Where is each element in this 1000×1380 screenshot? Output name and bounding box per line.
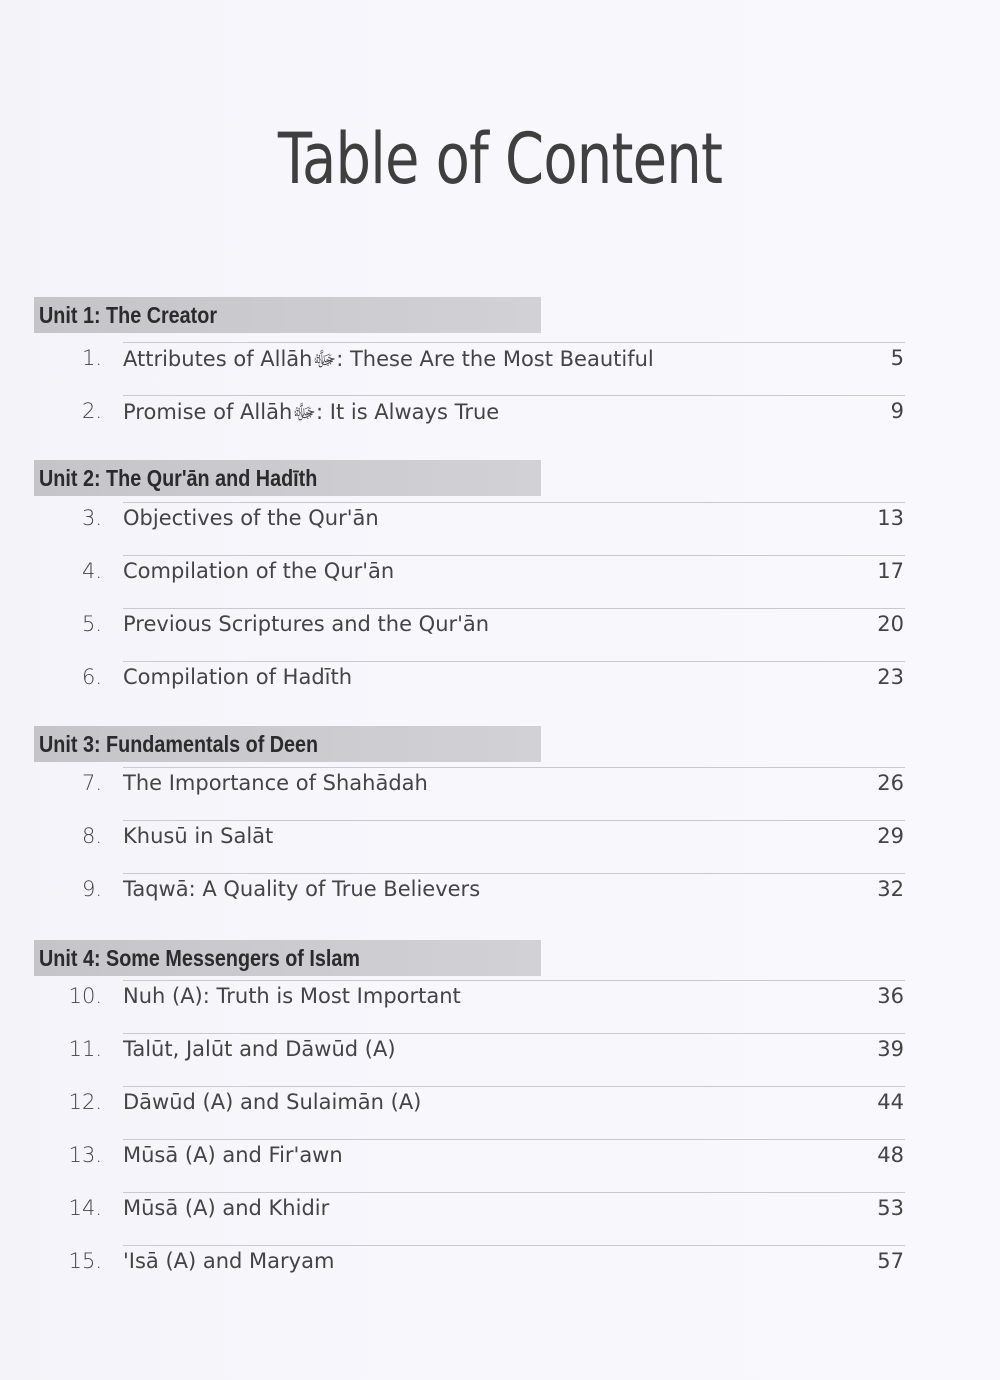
entry-title: Khusū in Salāt <box>123 824 274 848</box>
entry-number: 10. <box>68 984 102 1008</box>
entry-page: 39 <box>877 1037 904 1061</box>
unit-header <box>34 460 541 496</box>
entry-rule <box>123 608 905 609</box>
entry-number: 7. <box>81 771 102 795</box>
entry-rule <box>123 1086 905 1087</box>
entry-rule <box>123 980 905 981</box>
entry-rule <box>123 1245 905 1246</box>
toc-entry[interactable] <box>0 767 1000 807</box>
entry-rule <box>123 767 905 768</box>
entry-page: 53 <box>877 1196 904 1220</box>
entry-title: Compilation of Hadīth <box>123 665 353 689</box>
entry-rule <box>123 502 905 503</box>
entry-rule <box>123 661 905 662</box>
entry-title: Objectives of the Qur'ān <box>123 506 379 530</box>
toc-entry[interactable] <box>0 820 1000 860</box>
entry-number: 5. <box>81 612 102 636</box>
toc-entry[interactable] <box>0 395 1000 435</box>
toc-entry[interactable] <box>0 1033 1000 1073</box>
toc-entry[interactable] <box>0 873 1000 913</box>
entry-number: 4. <box>81 559 102 583</box>
entry-title: Attributes of Allāhﷻ: These Are the Most Beautiful <box>123 347 654 371</box>
entry-rule <box>123 1139 905 1140</box>
page-title: Table of Content <box>277 118 723 200</box>
entry-page: 29 <box>877 824 904 848</box>
entry-number: 14. <box>68 1196 102 1220</box>
toc-entry[interactable] <box>0 1192 1000 1232</box>
toc-entry[interactable] <box>0 1139 1000 1179</box>
unit-header <box>34 297 541 333</box>
toc-entry[interactable] <box>0 980 1000 1020</box>
toc-entry[interactable] <box>0 661 1000 701</box>
entry-rule <box>123 342 905 343</box>
entry-rule <box>123 555 905 556</box>
entry-title: 'Isā (A) and Maryam <box>123 1249 335 1273</box>
entry-rule <box>123 873 905 874</box>
unit-title: Unit 4: Some Messengers of Islam <box>39 945 360 971</box>
entry-number: 9. <box>81 877 102 901</box>
entry-page: 23 <box>877 665 904 689</box>
entry-title: Talūt, Jalūt and Dāwūd (A) <box>123 1037 396 1061</box>
entry-number: 1. <box>81 346 102 370</box>
entry-title: Dāwūd (A) and Sulaimān (A) <box>123 1090 422 1114</box>
entry-title: Nuh (A): Truth is Most Important <box>123 984 461 1008</box>
unit-title: Unit 2: The Qur'ān and Hadīth <box>39 465 318 491</box>
entry-number: 2. <box>81 399 102 423</box>
entry-rule <box>123 395 905 396</box>
entry-page: 36 <box>877 984 904 1008</box>
toc-entry[interactable] <box>0 342 1000 382</box>
entry-rule <box>123 1192 905 1193</box>
entry-page: 57 <box>877 1249 904 1273</box>
entry-number: 8. <box>81 824 102 848</box>
entry-number: 12. <box>68 1090 102 1114</box>
toc-entry[interactable] <box>0 502 1000 542</box>
entry-title: Compilation of the Qur'ān <box>123 559 395 583</box>
entry-title: Previous Scriptures and the Qur'ān <box>123 612 490 636</box>
entry-rule <box>123 1033 905 1034</box>
toc-entry[interactable] <box>0 555 1000 595</box>
entry-title: Mūsā (A) and Fir'awn <box>123 1143 343 1167</box>
entry-number: 13. <box>68 1143 102 1167</box>
entry-page: 5 <box>890 346 904 370</box>
entry-page: 48 <box>877 1143 904 1167</box>
entry-page: 9 <box>890 399 904 423</box>
toc-entry[interactable] <box>0 1245 1000 1285</box>
entry-number: 11. <box>68 1037 102 1061</box>
entry-rule <box>123 820 905 821</box>
entry-title: Taqwā: A Quality of True Believers <box>123 877 481 901</box>
unit-title: Unit 1: The Creator <box>39 302 218 328</box>
entry-page: 13 <box>877 506 904 530</box>
toc-entry[interactable] <box>0 1086 1000 1126</box>
entry-title: Promise of Allāhﷻ: It is Always True <box>123 400 500 424</box>
entry-title: The Importance of Shahādah <box>123 771 428 795</box>
entry-title: Mūsā (A) and Khidir <box>123 1196 330 1220</box>
entry-number: 15. <box>68 1249 102 1273</box>
unit-title: Unit 3: Fundamentals of Deen <box>39 731 319 757</box>
entry-page: 32 <box>877 877 904 901</box>
entry-number: 6. <box>81 665 102 689</box>
toc-entry[interactable] <box>0 608 1000 648</box>
entry-page: 20 <box>877 612 904 636</box>
unit-header <box>34 940 541 976</box>
entry-number: 3. <box>81 506 102 530</box>
entry-page: 26 <box>877 771 904 795</box>
unit-header <box>34 726 541 762</box>
entry-page: 44 <box>877 1090 904 1114</box>
entry-page: 17 <box>877 559 904 583</box>
